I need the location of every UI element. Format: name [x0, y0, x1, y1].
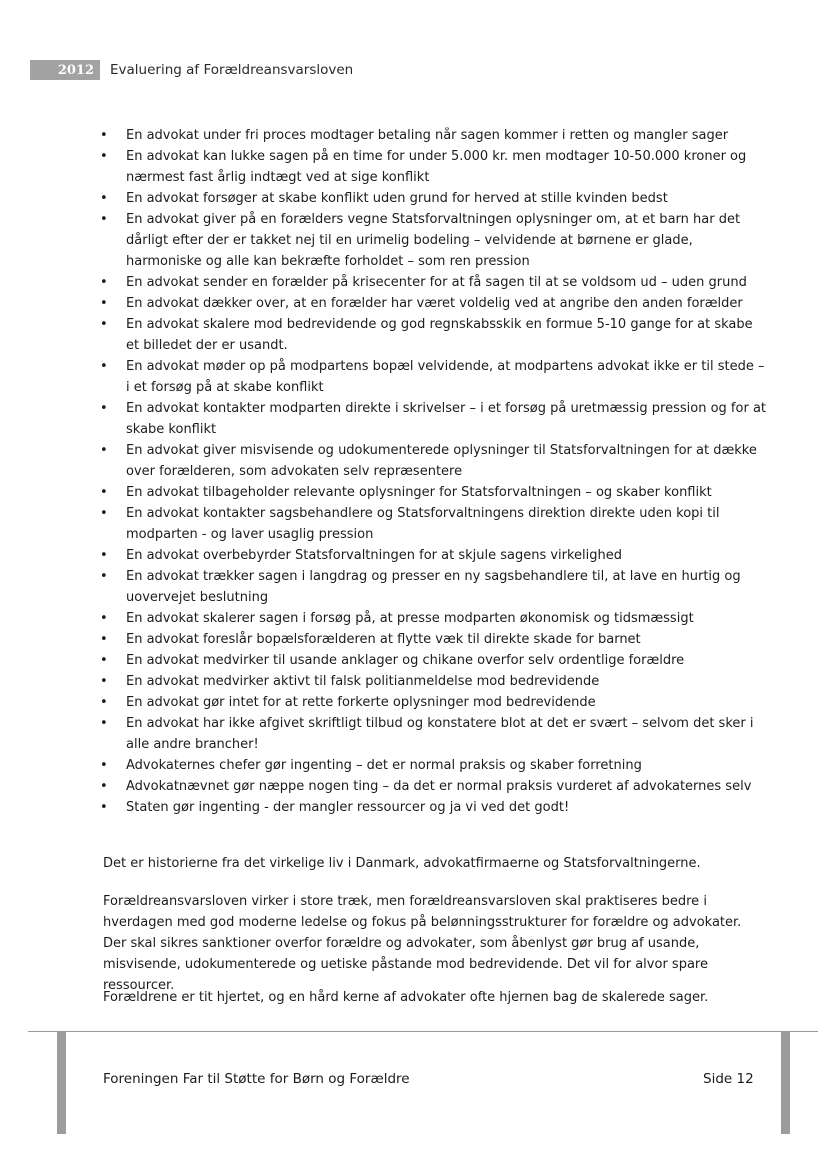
bullet-icon: •	[100, 149, 108, 164]
paragraph-law: Forældreansvarsloven virker i store træk, men forældreansvarsloven skal praktiseres bedre i hverdagen med god moderne ledelse og fokus på belønningsstrukturer for forældre og advokater. Der skal sikres sanktioner overfor forældre og advokater, som åbenlyst gør brug af usande, misvisende, udokumenterede og uetiske påstande mod bedrevidende. Det vil for alvor spare ressourcer.	[103, 894, 742, 993]
list-item	[100, 692, 766, 713]
bullet-icon: •	[100, 506, 108, 521]
list-item	[100, 755, 766, 776]
bullet-icon: •	[100, 674, 108, 689]
list-item	[100, 440, 766, 482]
bullet-icon: •	[100, 800, 108, 815]
list-item-text: En advokat under fri proces modtager betaling når sagen kommer i retten og mangler sager	[126, 128, 729, 143]
list-item-text: En advokat forsøger at skabe konflikt uden grund for herved at stille kvinden bedst	[126, 191, 668, 206]
list-item-text: En advokat dækker over, at en forælder har været voldelig ved at angribe den anden forælder	[126, 296, 743, 311]
bullet-icon: •	[100, 443, 108, 458]
bullet-icon: •	[100, 632, 108, 647]
footer-divider	[28, 1031, 818, 1032]
list-item	[100, 209, 766, 272]
list-item	[100, 713, 766, 755]
list-item	[100, 566, 766, 608]
list-item	[100, 146, 766, 188]
bullet-icon: •	[100, 317, 108, 332]
list-item-text: En advokat medvirker til usande anklager og chikane overfor selv ordentlige forældre	[126, 653, 685, 668]
list-item-text: En advokat skalere mod bedrevidende og god regnskabsskik en formue 5-10 gange for at skabe et billedet der er usandt.	[126, 317, 753, 353]
list-item-text: En advokat tilbageholder relevante oplysninger for Statsforvaltningen – og skaber konflikt	[126, 485, 712, 500]
list-item-text: En advokat skalerer sagen i forsøg på, at presse modparten økonomisk og tidsmæssigt	[126, 611, 694, 626]
page-number: Side 12	[703, 1071, 754, 1087]
list-item	[100, 650, 766, 671]
footer-bar-left	[57, 1032, 66, 1134]
paragraph-conclusion: Forældrene er tit hjertet, og en hård kerne af advokater ofte hjernen bag de skalerede sager.	[103, 990, 709, 1005]
bullet-icon: •	[100, 716, 108, 731]
bullet-icon: •	[100, 128, 108, 143]
bullet-icon: •	[100, 695, 108, 710]
list-item	[100, 314, 766, 356]
list-item	[100, 293, 766, 314]
list-item-text: En advokat kontakter sagsbehandlere og Statsforvaltningens direktion direkte uden kopi til modparten - og laver usaglig pression	[126, 506, 720, 542]
bullet-icon: •	[100, 548, 108, 563]
list-item	[100, 797, 766, 818]
list-item-text: En advokat kontakter modparten direkte i skrivelser – i et forsøg på uretmæssig pression og for at skabe konflikt	[126, 401, 767, 437]
bullet-icon: •	[100, 569, 108, 584]
list-item	[100, 629, 766, 650]
document-title: Evaluering af Forældreansvarsloven	[110, 62, 354, 78]
list-item	[100, 503, 766, 545]
list-item-text: En advokat har ikke afgivet skriftligt tilbud og konstatere blot at det er svært – selvom det sker i alle andre brancher!	[126, 716, 754, 752]
bullet-icon: •	[100, 653, 108, 668]
list-item-text: En advokat foreslår bopælsforælderen at flytte væk til direkte skade for barnet	[126, 632, 641, 647]
list-item	[100, 776, 766, 797]
list-item-text: En advokat giver misvisende og udokumenterede oplysninger til Statsforvaltningen for at dække over forælderen, som advokaten selv repræsentere	[126, 443, 757, 479]
list-item-text: Advokaternes chefer gør ingenting – det er normal praksis og skaber forretning	[126, 758, 642, 773]
bullet-list	[100, 125, 767, 818]
list-item	[100, 482, 766, 503]
list-item-text: Advokatnævnet gør næppe nogen ting – da det er normal praksis vurderet af advokaternes selv	[126, 779, 752, 794]
list-item	[100, 356, 766, 398]
list-item-text: En advokat sender en forælder på krisecenter for at få sagen til at se voldsom ud – uden grund	[126, 275, 747, 290]
list-item-text: En advokat trækker sagen i langdrag og presser en ny sagsbehandlere til, at lave en hurtig og uovervejet beslutning	[126, 569, 741, 605]
bullet-icon: •	[100, 779, 108, 794]
bullet-icon: •	[100, 296, 108, 311]
list-item	[100, 272, 766, 293]
footer-organization: Foreningen Far til Støtte for Børn og Forældre	[103, 1071, 410, 1087]
list-item-text: En advokat kan lukke sagen på en time for under 5.000 kr. men modtager 10-50.000 kroner og nærmest fast årlig indtægt ved at sige konflikt	[126, 149, 747, 185]
bullet-icon: •	[100, 359, 108, 374]
bullet-icon: •	[100, 611, 108, 626]
page-header	[30, 60, 353, 80]
bullet-icon: •	[100, 758, 108, 773]
list-item	[100, 545, 766, 566]
list-item	[100, 671, 766, 692]
list-item-text: En advokat medvirker aktivt til falsk politianmeldelse mod bedrevidende	[126, 674, 600, 689]
list-item-text: En advokat overbebyrder Statsforvaltningen for at skjule sagens virkelighed	[126, 548, 623, 563]
list-item	[100, 608, 766, 629]
bullet-icon: •	[100, 212, 108, 227]
bullet-icon: •	[100, 191, 108, 206]
list-item-text: En advokat gør intet for at rette forkerte oplysninger mod bedrevidende	[126, 695, 596, 710]
bullet-icon: •	[100, 401, 108, 416]
list-item-text: En advokat giver på en forælders vegne Statsforvaltningen oplysninger om, at et barn har det dårligt efter der er takket nej til en urimelig bodeling – velvidende at børnene er glade, harmoniske og alle kan bekræfte forholdet – som ren pression	[126, 212, 741, 269]
bullet-icon: •	[100, 275, 108, 290]
list-item-text: Staten gør ingenting - der mangler ressourcer og ja vi ved det godt!	[126, 800, 570, 815]
footer-bar-right	[781, 1032, 790, 1134]
year-tab: 2012	[30, 60, 100, 80]
paragraph-stories: Det er historierne fra det virkelige liv i Danmark, advokatfirmaerne og Statsforvaltningerne.	[103, 856, 701, 871]
list-item-text: En advokat møder op på modpartens bopæl velvidende, at modpartens advokat ikke er til stede – i et forsøg på at skabe konflikt	[126, 359, 765, 395]
list-item	[100, 188, 766, 209]
list-item	[100, 125, 766, 146]
list-item	[100, 398, 767, 440]
bullet-icon: •	[100, 485, 108, 500]
